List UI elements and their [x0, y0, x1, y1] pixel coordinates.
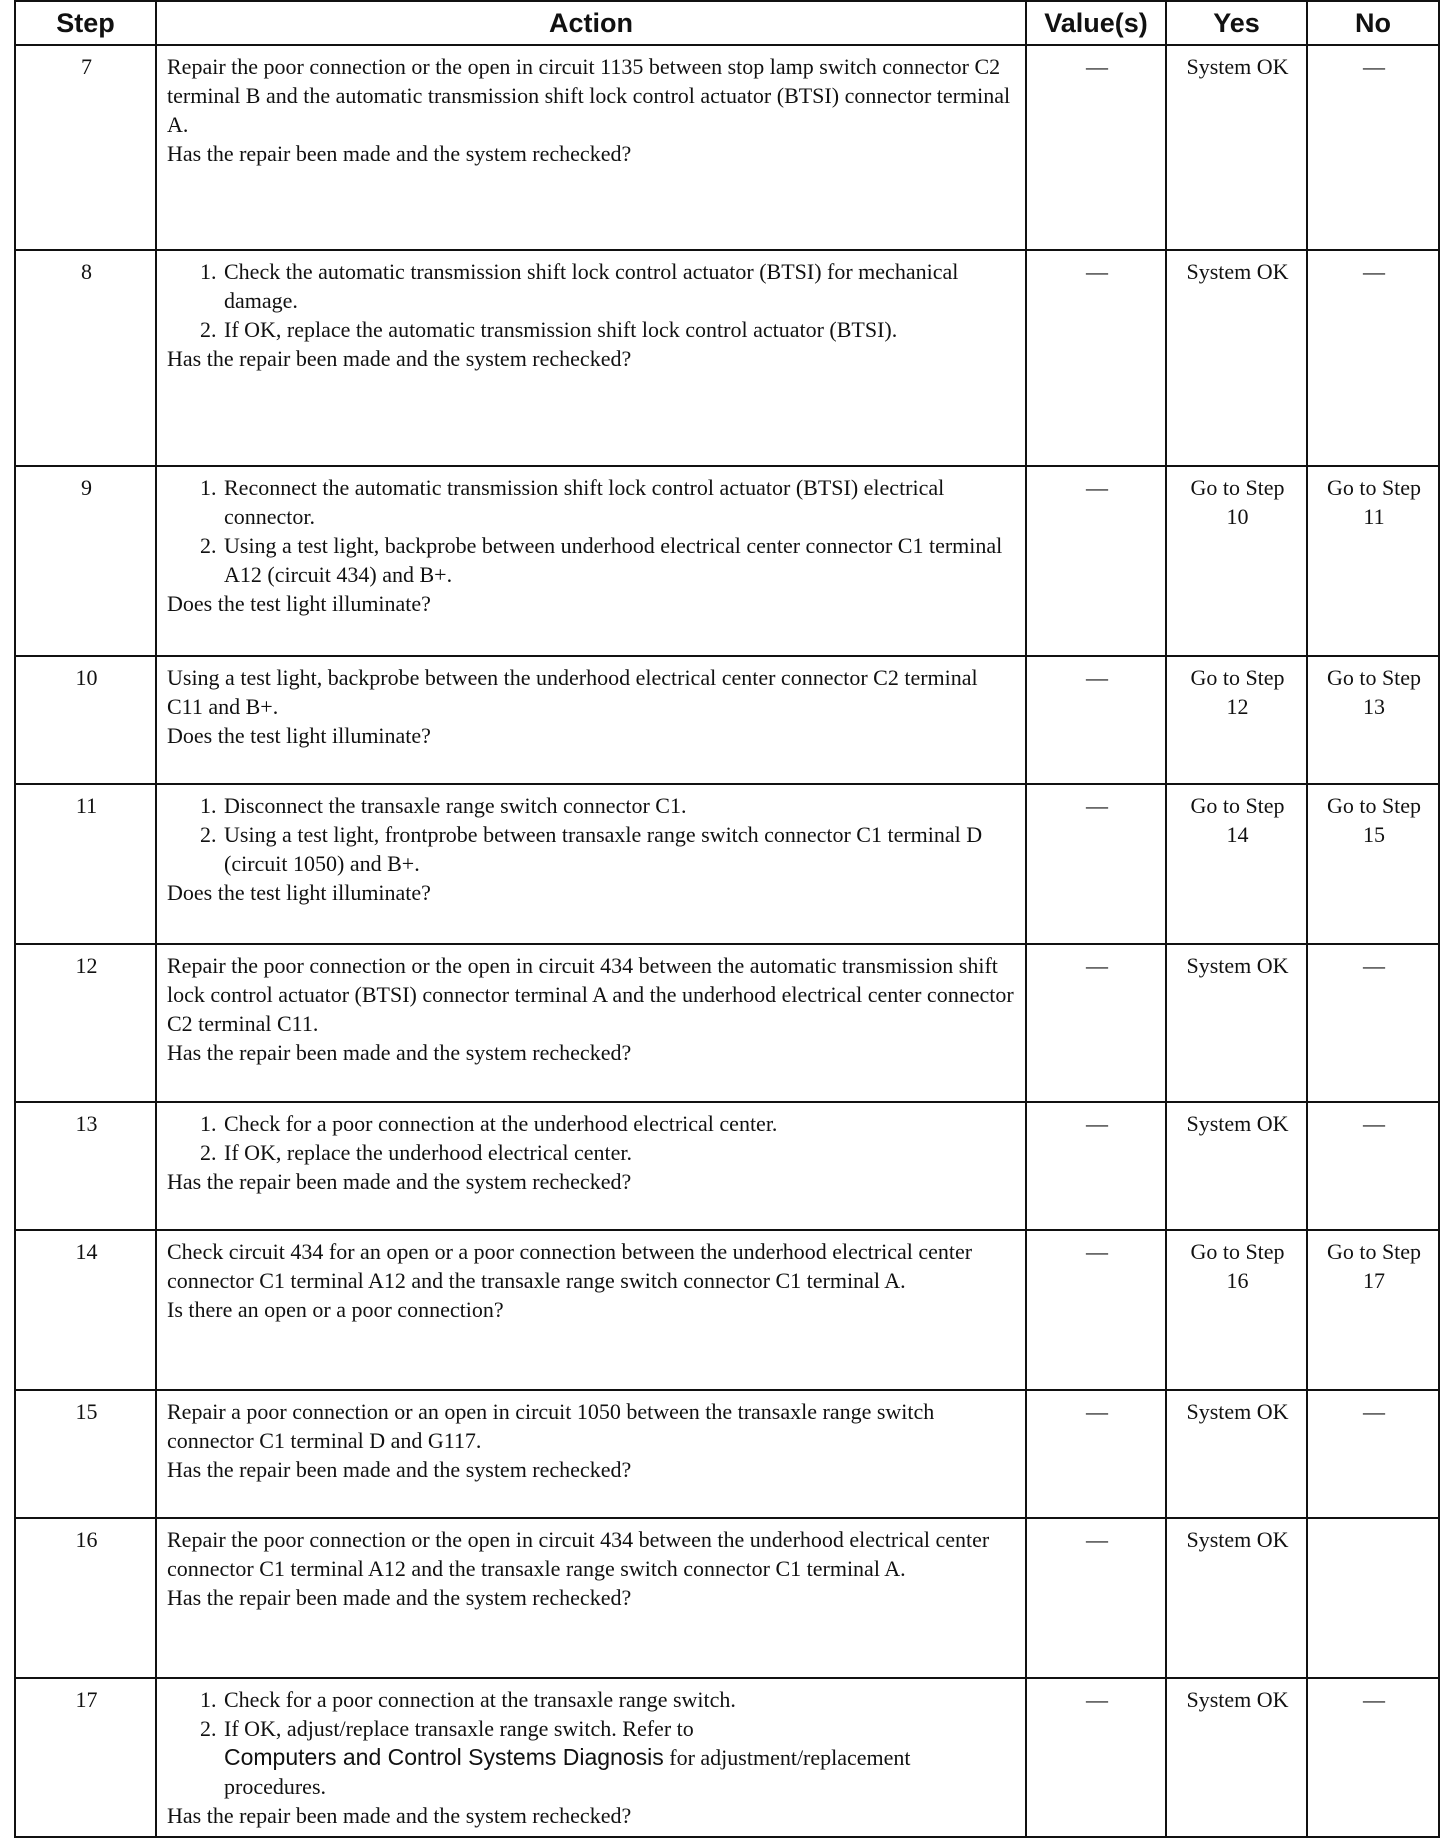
step-number: 10: [15, 656, 156, 784]
yes-cell: System OK: [1166, 45, 1307, 250]
no-cell: Go to Step 11: [1307, 466, 1439, 656]
table-header: [15, 1, 1439, 45]
table-row: [15, 1390, 1439, 1518]
table-row: [15, 656, 1439, 784]
no-cell: —: [1307, 45, 1439, 250]
action-step-item: 2. If OK, replace the automatic transmission shift lock control actuator (BTSI).: [222, 315, 1017, 344]
header-step: Step: [15, 1, 156, 45]
action-cell: [156, 784, 1026, 944]
yes-cell: System OK: [1166, 250, 1307, 466]
no-cell: —: [1307, 250, 1439, 466]
action-step-item: 2. Using a test light, backprobe between underhood electrical center connector C1 terminal A12 (circuit 434) and B+.: [222, 531, 1017, 589]
action-question: Has the repair been made and the system rechecked?: [167, 1040, 632, 1065]
action-question: Has the repair been made and the system rechecked?: [167, 1585, 632, 1610]
action-cell: [156, 656, 1026, 784]
action-cell: [156, 1678, 1026, 1837]
values-cell: —: [1026, 1390, 1166, 1518]
no-cell: Go to Step 17: [1307, 1230, 1439, 1390]
values-cell: —: [1026, 1678, 1166, 1837]
values-cell: —: [1026, 1518, 1166, 1678]
values-cell: —: [1026, 45, 1166, 250]
action-step-item: 1. Check the automatic transmission shift lock control actuator (BTSI) for mechanical damage.: [222, 257, 1017, 315]
yes-cell: Go to Step 12: [1166, 656, 1307, 784]
step-number: 14: [15, 1230, 156, 1390]
action-question: Has the repair been made and the system rechecked?: [167, 1169, 632, 1194]
action-question: Has the repair been made and the system rechecked?: [167, 141, 632, 166]
values-cell: —: [1026, 784, 1166, 944]
yes-cell: System OK: [1166, 1102, 1307, 1230]
values-cell: —: [1026, 1230, 1166, 1390]
step-number: 8: [15, 250, 156, 466]
yes-cell: System OK: [1166, 1678, 1307, 1837]
table-row: [15, 1518, 1439, 1678]
action-cell: [156, 1102, 1026, 1230]
step-number: 13: [15, 1102, 156, 1230]
table-row: [15, 466, 1439, 656]
action-question: Has the repair been made and the system rechecked?: [167, 1457, 632, 1482]
header-no: No: [1307, 1, 1439, 45]
step-number: 11: [15, 784, 156, 944]
no-cell: —: [1307, 944, 1439, 1102]
header-values: Value(s): [1026, 1, 1166, 45]
action-text: Repair the poor connection or the open in circuit 434 between the automatic transmission shift lock control actuator (BTSI) connector terminal A and the underhood electrical center connector C2 terminal C11.: [167, 953, 1014, 1036]
table-body: [15, 45, 1439, 1837]
values-cell: —: [1026, 656, 1166, 784]
action-steps: [167, 791, 1017, 878]
values-cell: —: [1026, 944, 1166, 1102]
no-cell: [1307, 1518, 1439, 1678]
action-question: Has the repair been made and the system rechecked?: [167, 1803, 632, 1828]
action-cell: [156, 944, 1026, 1102]
diagnostic-table: [14, 0, 1440, 1838]
table-row: [15, 784, 1439, 944]
action-step-item: 2. Using a test light, frontprobe between transaxle range switch connector C1 terminal D (circuit 1050) and B+.: [222, 820, 1017, 878]
no-cell: —: [1307, 1102, 1439, 1230]
action-cell: [156, 466, 1026, 656]
action-question: Does the test light illuminate?: [167, 591, 431, 616]
action-text: Repair the poor connection or the open in circuit 434 between the underhood electrical center connector C1 terminal A12 and the transaxle range switch connector C1 terminal A.: [167, 1527, 990, 1581]
action-steps: [167, 257, 1017, 344]
action-cell: [156, 45, 1026, 250]
table-row: [15, 944, 1439, 1102]
no-cell: Go to Step 13: [1307, 656, 1439, 784]
action-step-item: 1. Reconnect the automatic transmission shift lock control actuator (BTSI) electrical connector.: [222, 473, 1017, 531]
action-step-item: 2. If OK, replace the underhood electrical center.: [222, 1138, 1017, 1167]
action-cell: [156, 1390, 1026, 1518]
table-row: [15, 1102, 1439, 1230]
values-cell: —: [1026, 250, 1166, 466]
action-cell: [156, 1518, 1026, 1678]
action-steps: [167, 473, 1017, 589]
action-step-text: If OK, adjust/replace transaxle range switch. Refer to: [224, 1716, 694, 1741]
action-question: Does the test light illuminate?: [167, 723, 431, 748]
action-text: Using a test light, backprobe between the underhood electrical center connector C2 terminal C11 and B+.: [167, 665, 978, 719]
yes-cell: Go to Step 10: [1166, 466, 1307, 656]
reference-link[interactable]: Computers and Control Systems Diagnosis: [224, 1744, 664, 1770]
values-cell: —: [1026, 466, 1166, 656]
yes-cell: System OK: [1166, 944, 1307, 1102]
action-question: Is there an open or a poor connection?: [167, 1297, 504, 1322]
no-cell: —: [1307, 1390, 1439, 1518]
table-row: [15, 250, 1439, 466]
yes-cell: System OK: [1166, 1390, 1307, 1518]
action-text: Repair the poor connection or the open in circuit 1135 between stop lamp switch connector C2 terminal B and the automatic transmission shift lock control actuator (BTSI) connector terminal A.: [167, 54, 1011, 137]
action-steps: [167, 1109, 1017, 1167]
step-number: 16: [15, 1518, 156, 1678]
no-cell: Go to Step 15: [1307, 784, 1439, 944]
header-action: Action: [156, 1, 1026, 45]
action-text: Check circuit 434 for an open or a poor connection between the underhood electrical center connector C1 terminal A12 and the transaxle range switch connector C1 terminal A.: [167, 1239, 973, 1293]
yes-cell: System OK: [1166, 1518, 1307, 1678]
table-row: [15, 45, 1439, 250]
step-number: 7: [15, 45, 156, 250]
yes-cell: Go to Step 16: [1166, 1230, 1307, 1390]
action-question: Does the test light illuminate?: [167, 880, 431, 905]
action-step-item: 1. Disconnect the transaxle range switch connector C1.: [222, 791, 1017, 820]
values-cell: —: [1026, 1102, 1166, 1230]
action-cell: [156, 250, 1026, 466]
action-step-item: [222, 1714, 1017, 1801]
action-steps: [167, 1685, 1017, 1801]
table-row: [15, 1678, 1439, 1837]
action-question: Has the repair been made and the system rechecked?: [167, 346, 632, 371]
action-cell: [156, 1230, 1026, 1390]
step-number: 9: [15, 466, 156, 656]
action-step-item: 1. Check for a poor connection at the underhood electrical center.: [222, 1109, 1017, 1138]
yes-cell: Go to Step 14: [1166, 784, 1307, 944]
header-row: [15, 1, 1439, 45]
table-row: [15, 1230, 1439, 1390]
reference-tail: for adjustment/replacement procedures.: [224, 1745, 911, 1799]
step-number: 12: [15, 944, 156, 1102]
step-number: 17: [15, 1678, 156, 1837]
no-cell: —: [1307, 1678, 1439, 1837]
header-yes: Yes: [1166, 1, 1307, 45]
action-step-item: 1. Check for a poor connection at the transaxle range switch.: [222, 1685, 1017, 1714]
action-text: Repair a poor connection or an open in circuit 1050 between the transaxle range switch connector C1 terminal D and G117.: [167, 1399, 935, 1453]
step-number: 15: [15, 1390, 156, 1518]
